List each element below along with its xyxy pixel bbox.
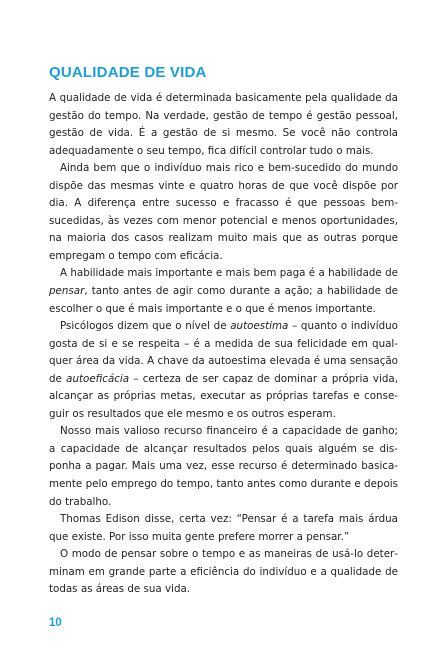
paragraph-text: A qualidade de vida é determinada basicamente pela qualidade da gestão do tempo. Na verdade, gestão de tempo é gestão pessoal, gestão de vida. É a gestão de si mesmo. Se você não controla adequadamente o seu tempo, fica difícil controlar tudo o mais. [49, 92, 398, 157]
paragraph [49, 318, 398, 423]
paragraph-text: Psicólogos dizem que o nível de [60, 320, 231, 333]
italic-term: autoeficácia [66, 372, 130, 385]
paragraph-text: Thomas Edison disse, certa vez: “Pensar é a tarefa mais árdua que existe. Por isso muita gente prefere morrer a pensar.” [49, 513, 398, 543]
paragraph [49, 546, 398, 599]
page-number: 10 [49, 617, 62, 629]
paragraph-text: Nosso mais valioso recurso financeiro é a capacidade de ganho; a capacidade de alcançar resultados pelos quais alguém se disponha a pagar. Mais uma vez, esse recurso é determinado basicamente pelo emprego do tempo, tanto antes como durante e depois do trabalho. [49, 425, 398, 508]
paragraph [49, 90, 398, 160]
paragraph [49, 160, 398, 265]
paragraph-text: O modo de pensar sobre o tempo e as maneiras de usá-lo determinam em grande parte a eficiência do indivíduo e a qualidade de todas as áreas de sua vida. [49, 548, 398, 596]
paragraph-text: – quanto o indivíduo gosta de si e se respeita – é a medida de sua felicidade em qualquer área da vida. A chave da autoestima elevada é uma sensação de [49, 320, 398, 385]
paragraph-text: , tanto antes de agir como durante a ação; a habilidade de escolher o que é mais importante e o que é menos importante. [49, 285, 398, 315]
paragraph [49, 511, 398, 546]
paragraph-text: A habilidade mais importante e mais bem paga é a habilidade de [60, 267, 398, 280]
paragraph [49, 423, 398, 511]
paragraph-text: – certeza de ser capaz de dominar a própria vida, alcançar as próprias metas, executar as próprias tarefas e conseguir os resultados que ele mesmo e os outros esperam. [49, 372, 398, 420]
italic-term: pensar [49, 285, 85, 298]
body-text [49, 90, 398, 599]
italic-term: autoestima [230, 320, 289, 333]
section-heading: QUALIDADE DE VIDA [49, 64, 207, 81]
paragraph-text: Ainda bem que o indivíduo mais rico e bem-sucedido do mundo dispõe das mesmas vinte e quatro horas de que você dispõe por dia. A diferença entre sucesso e fracasso é que pessoas bem-sucedidas, às vezes com menor potencial e menos oportunidades, na maioria dos casos realizam muito mais que as outras porque empregam o tempo com eficácia. [49, 162, 398, 262]
paragraph [49, 265, 398, 318]
